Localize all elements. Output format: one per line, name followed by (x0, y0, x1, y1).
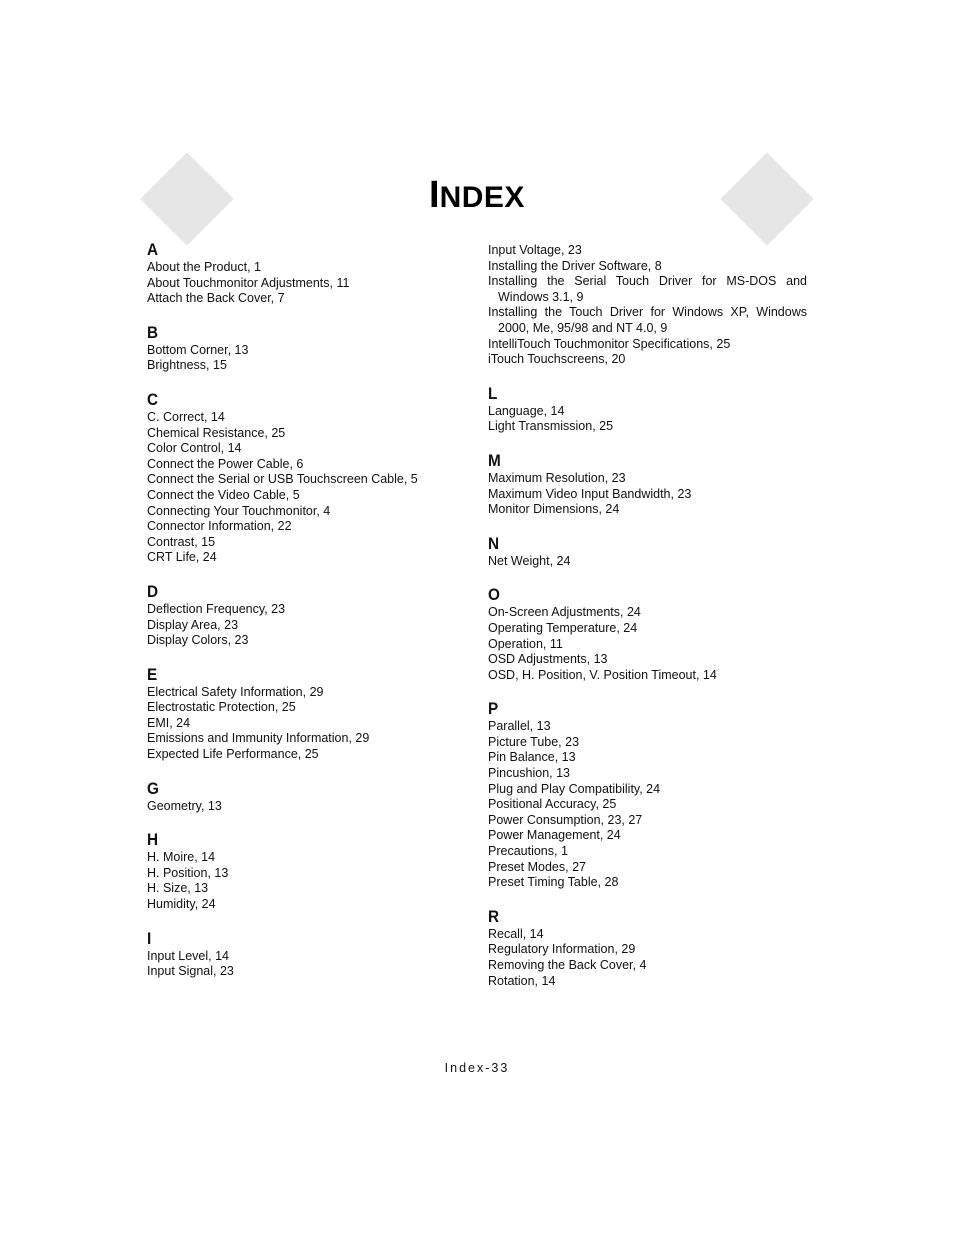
index-entry: Language, 14 (488, 403, 565, 418)
index-entry: Maximum Video Input Bandwidth, 23 (488, 486, 692, 501)
index-entry: Display Area, 23 (147, 617, 239, 632)
index-entry: Plug and Play Compatibility, 24 (488, 781, 661, 796)
index-entry: Input Signal, 23 (147, 964, 234, 979)
index-section (147, 323, 447, 374)
index-section (488, 585, 807, 683)
section-letter: H (147, 830, 159, 850)
index-entry: Rotation, 14 (488, 973, 556, 988)
index-entry: H. Size, 13 (147, 881, 209, 896)
section-letter: E (147, 664, 158, 684)
index-section (488, 534, 807, 570)
index-entry: Positional Accuracy, 25 (488, 797, 617, 812)
page-title-rest: NDEX (439, 181, 525, 214)
index-entry: Connect the Video Cable, 5 (147, 487, 300, 502)
index-section (147, 779, 447, 815)
page-footer: Index-33 (444, 1061, 510, 1075)
index-section (147, 830, 447, 912)
index-entry: Humidity, 24 (147, 897, 216, 912)
section-letter: L (488, 383, 498, 403)
index-entry: Recall, 14 (488, 926, 544, 941)
index-entry: Brightness, 15 (147, 358, 227, 373)
index-entry: Light Transmission, 25 (488, 419, 614, 434)
index-entry: Chemical Resistance, 25 (147, 425, 286, 440)
index-entry: Installing the Driver Software, 8 (488, 258, 662, 273)
index-entry: Regulatory Information, 29 (488, 942, 636, 957)
index-entry: Pin Balance, 13 (488, 750, 576, 765)
index-entry: EMI, 24 (147, 715, 191, 730)
section-letter: C (147, 389, 159, 409)
index-section (147, 390, 447, 566)
index-entry: Input Voltage, 23 (488, 243, 582, 257)
index-entry: Expected Life Performance, 25 (147, 747, 319, 762)
index-entry: Connecting Your Touchmonitor, 4 (147, 503, 331, 518)
index-entry: Monitor Dimensions, 24 (488, 502, 620, 517)
section-letter: R (488, 906, 500, 926)
section-letter: P (488, 699, 499, 719)
index-entry: Installing the Touch Driver for Windows XP, Windows 2000, Me, 95/98 and NT 4.0, 9 (488, 305, 807, 335)
section-letter: D (147, 581, 159, 601)
index-entry: Maximum Resolution, 23 (488, 470, 626, 485)
section-letter: A (147, 240, 159, 259)
index-entry: Deflection Frequency, 23 (147, 601, 286, 616)
page-title-initial: I (429, 174, 440, 216)
index-section (488, 243, 807, 368)
index-entry: Connect the Power Cable, 6 (147, 456, 304, 471)
index-entry: H. Moire, 14 (147, 850, 216, 865)
index-entry: Parallel, 13 (488, 719, 551, 734)
index-entry: Connect the Serial or USB Touchscreen Cable, 5 (147, 472, 418, 487)
index-entry: Input Level, 14 (147, 948, 230, 963)
section-letter: B (147, 322, 159, 342)
index-entry: Pincushion, 13 (488, 766, 571, 781)
section-letter: M (488, 450, 501, 470)
index-entry: IntelliTouch Touchmonitor Specifications, 25 (488, 336, 731, 351)
section-letter: O (488, 585, 500, 605)
index-section (488, 907, 807, 989)
section-letter: G (147, 778, 159, 798)
index-entry: Operating Temperature, 24 (488, 620, 638, 635)
index-entry: Power Management, 24 (488, 828, 621, 843)
index-entry: Removing the Back Cover, 4 (488, 958, 647, 972)
section-letter: N (488, 533, 500, 553)
index-section (147, 665, 447, 763)
index-column-right (488, 243, 807, 1005)
index-entry: OSD Adjustments, 13 (488, 652, 608, 667)
index-entry: Connector Information, 22 (147, 519, 292, 534)
index-entry: Display Colors, 23 (147, 633, 249, 648)
index-entry: Net Weight, 24 (488, 553, 571, 568)
index-entry: Contrast, 15 (147, 534, 216, 549)
index-entry: Power Consumption, 23, 27 (488, 812, 643, 827)
index-entry: Attach the Back Cover, 7 (147, 291, 285, 306)
index-entry: Geometry, 13 (147, 798, 222, 813)
index-entry: Emissions and Immunity Information, 29 (147, 731, 370, 746)
index-entry: iTouch Touchscreens, 20 (488, 352, 626, 367)
index-entry: Precautions, 1 (488, 844, 568, 859)
index-entry: Electrical Safety Information, 29 (147, 684, 324, 699)
index-entry: Installing the Serial Touch Driver for MS-DOS and Windows 3.1, 9 (488, 274, 807, 304)
index-entry: CRT Life, 24 (147, 550, 217, 565)
index-entry: Preset Timing Table, 28 (488, 875, 619, 890)
index-section (488, 384, 807, 435)
index-section (147, 240, 447, 307)
index-entry: H. Position, 13 (147, 865, 229, 880)
index-entry: About Touchmonitor Adjustments, 11 (147, 275, 350, 290)
index-entry: Operation, 11 (488, 636, 563, 651)
index-entry: Preset Modes, 27 (488, 859, 586, 874)
index-entry: C. Correct, 14 (147, 409, 225, 424)
index-column-left (147, 240, 447, 996)
index-section (488, 699, 807, 891)
index-entry: On-Screen Adjustments, 24 (488, 605, 641, 620)
index-section (147, 929, 447, 980)
page-title (0, 176, 954, 214)
index-section (488, 451, 807, 518)
index-entry: Color Control, 14 (147, 441, 242, 456)
index-entry: Picture Tube, 23 (488, 734, 580, 749)
index-entry: Electrostatic Protection, 25 (147, 700, 296, 715)
index-entry: About the Product, 1 (147, 260, 261, 274)
index-section (147, 582, 447, 649)
index-entry: Bottom Corner, 13 (147, 342, 249, 357)
index-entry: OSD, H. Position, V. Position Timeout, 14 (488, 667, 717, 682)
section-letter: I (147, 928, 152, 948)
